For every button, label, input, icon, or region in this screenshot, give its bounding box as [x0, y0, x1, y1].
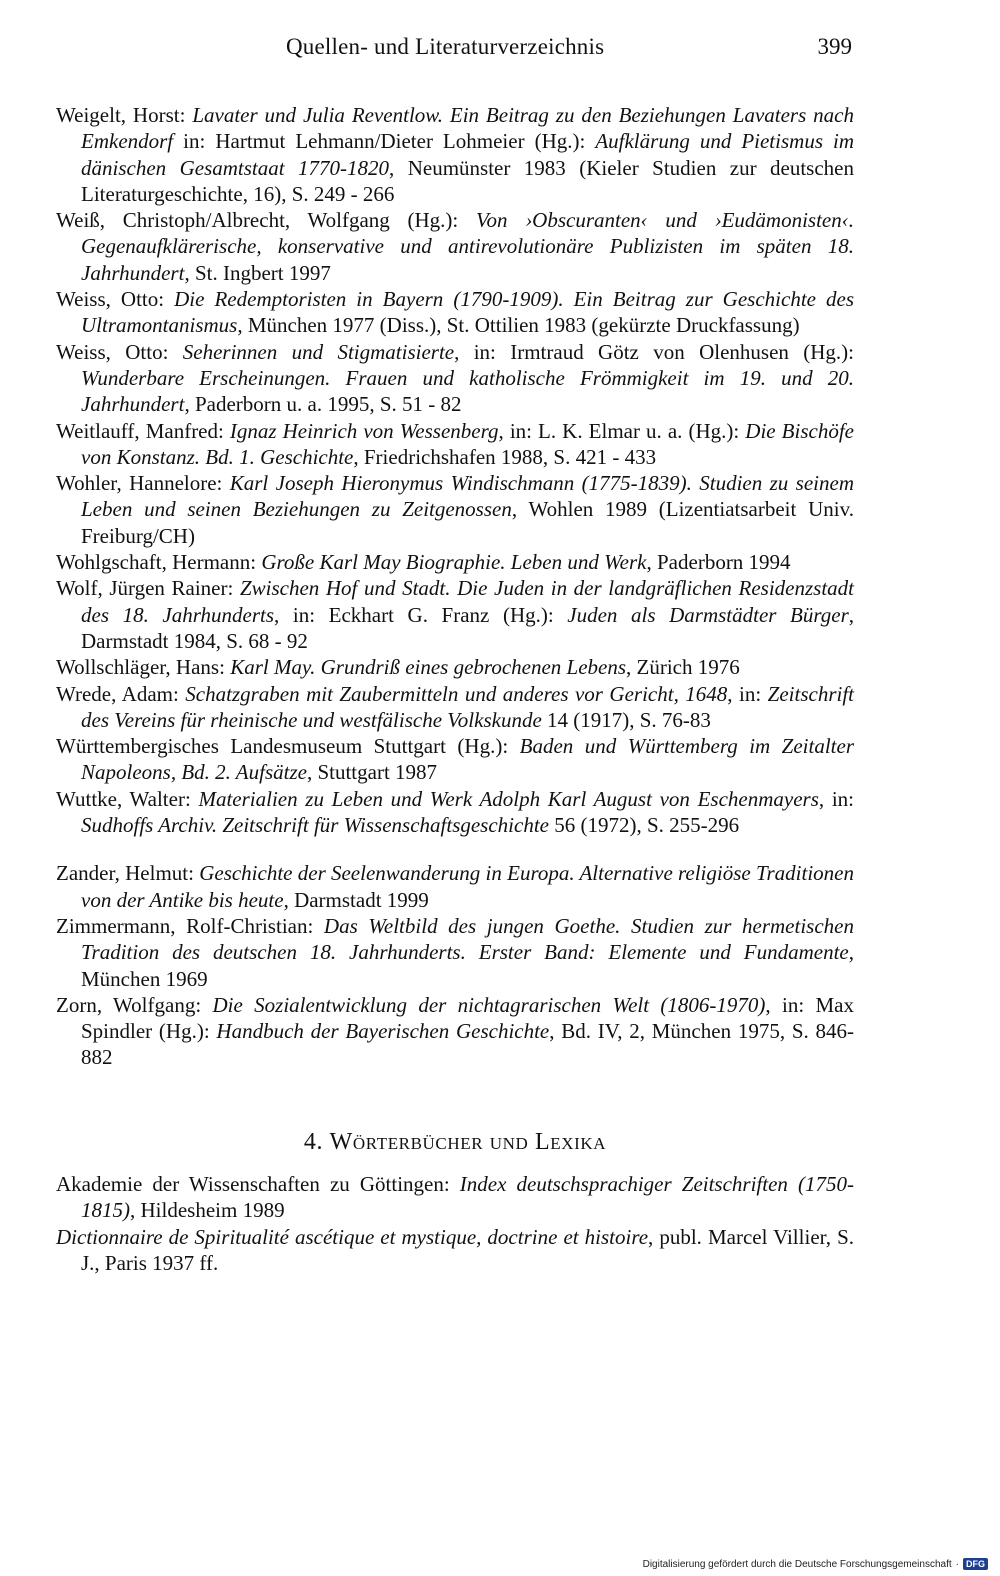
entry-title-italic: Wunderbare Erscheinungen. Frauen und katholische Frömmigkeit im 19. und 20. Jahrhundert	[81, 365, 854, 417]
footer-text: Digitalisierung gefördert durch die Deutsche Forschungsgemeinschaft	[642, 1558, 952, 1570]
digitization-footer	[643, 1558, 988, 1570]
entry-title-italic: Materialien zu Leben und Werk Adolph Karl August von Eschenmayers	[198, 786, 819, 811]
entry-title-italic: Geschichte der Seelenwanderung in Europa. Alternative religiöse Traditionen von der Antike bis heute	[81, 861, 854, 912]
entry-title-italic: Handbuch der Bayerischen Geschichte	[216, 1019, 550, 1044]
entry-title-italic: Baden und Württemberg im Zeitalter Napoleons, Bd. 2. Aufsätze	[81, 734, 854, 785]
bibliography-entry	[56, 575, 854, 654]
bibliography-entry	[56, 733, 854, 786]
entry-text: , publ. Marcel Villier, S. J., Paris 1937 ff.	[81, 1224, 855, 1275]
entry-text: , in: Max Spindler (Hg.):	[81, 992, 854, 1044]
bibliography-entry	[56, 418, 854, 471]
bibliography-entry	[56, 1171, 854, 1224]
entry-text: , Darmstadt 1984, S. 68 - 92	[81, 602, 855, 653]
bibliography-entry	[56, 207, 854, 286]
entry-title-italic: Von ›Obscuranten‹ und ›Eudämonisten‹. Gegenaufklärerische, konservative und antirevolutionäre Publizisten im späten 18. Jahrhundert	[81, 208, 854, 285]
bibliography-entry	[56, 286, 854, 339]
entry-text: Wollschläger, Hans:	[56, 655, 231, 680]
entry-title-italic: Ignaz Heinrich von Wessenberg	[229, 418, 499, 443]
entry-text: , in:	[727, 681, 768, 706]
entry-text: Weiss, Otto:	[56, 339, 183, 364]
entry-text: , in:	[818, 786, 854, 811]
bibliography-group-w	[56, 102, 854, 838]
entry-title-italic: Zeitschrift des Vereins für rheinische und westfälische Volkskunde	[81, 681, 854, 732]
entry-title-italic: Zwischen Hof und Stadt. Die Juden in der landgräflichen Residenzstadt des 18. Jahrhunderts	[81, 576, 855, 627]
section-heading	[56, 1129, 854, 1155]
bibliography-group-z	[56, 860, 854, 1070]
entry-text: Württembergisches Landesmuseum Stuttgart (Hg.):	[56, 734, 520, 759]
entry-title-italic: Lavater und Julia Reventlow. Ein Beitrag zu den Beziehungen Lavaters nach Emkendorf	[81, 103, 854, 154]
bibliography-entry	[56, 913, 854, 992]
bibliography-entry	[56, 992, 854, 1071]
bibliography-entry	[56, 549, 854, 575]
bibliography-entry	[56, 102, 854, 207]
entry-title-italic: Das Weltbild des jungen Goethe. Studien zur hermetischen Tradition des deutschen 18. Jahrhunderts. Erster Band: Elemente und Fundamente	[81, 913, 854, 965]
entry-text: , in: L. K. Elmar u. a. (Hg.):	[498, 418, 746, 443]
bibliography-group-lexika	[56, 1171, 854, 1276]
entry-text: , Wohlen 1989 (Lizentiatsarbeit Univ. Freiburg/CH)	[81, 497, 854, 548]
group-spacer	[56, 838, 854, 860]
entry-title-italic: Index deutschsprachiger Zeitschriften (1750-1815)	[81, 1171, 854, 1223]
entry-text: Weiss, Otto:	[56, 287, 175, 312]
entry-text: Weiß, Christoph/Albrecht, Wolfgang (Hg.):	[56, 208, 476, 233]
entry-text: Zorn, Wolfgang:	[56, 992, 213, 1017]
entry-title-italic: Sudhoffs Archiv. Zeitschrift für Wissenschaftsgeschichte	[81, 813, 549, 838]
entry-text: 14 (1917), S. 76-83	[541, 707, 711, 732]
entry-title-italic: Karl May. Grundriß eines gebrochenen Lebens	[230, 655, 627, 680]
entry-text: , Paderborn u. a. 1995, S. 51 - 82	[184, 392, 462, 417]
entry-text: , in: Eckhart G. Franz (Hg.):	[274, 602, 568, 627]
entry-title-italic: Seherinnen und Stigmatisierte	[182, 339, 455, 364]
entry-title-italic: Die Redemptoristen in Bayern (1790-1909). Ein Beitrag zur Geschichte des Ultramontanismus	[81, 287, 854, 338]
bibliography-entry	[56, 786, 854, 839]
entry-text: , in: Irmtraud Götz von Olenhusen (Hg.):	[454, 339, 854, 364]
entry-title-italic: Die Sozialentwicklung der nichtagrarischen Welt (1806-1970)	[212, 992, 766, 1017]
entry-text: Weitlauff, Manfred:	[56, 418, 230, 443]
entry-text: , München 1969	[81, 940, 854, 991]
entry-title-italic: Große Karl May Biographie. Leben und Werk	[261, 550, 647, 575]
entry-text: in: Hartmut Lehmann/Dieter Lohmeier (Hg.):	[173, 129, 596, 154]
running-title: Quellen- und Literaturverzeichnis	[286, 34, 605, 59]
bibliography-entry	[56, 860, 854, 913]
entry-text: , München 1977 (Diss.), St. Ottilien 1983 (gekürzte Druckfassung)	[237, 313, 800, 338]
section-title: Wörterbücher und Lexika	[329, 1128, 607, 1155]
dfg-logo-icon: DFG	[963, 1558, 988, 1570]
entry-title-italic: Die Bischöfe von Konstanz. Bd. 1. Geschichte	[81, 418, 854, 469]
entry-text: Wolf, Jürgen Rainer:	[56, 576, 240, 601]
entry-text: Akademie der Wissenschaften zu Göttingen:	[56, 1171, 460, 1196]
entry-text: , Hildesheim 1989	[130, 1198, 285, 1223]
entry-text: Zimmermann, Rolf-Christian:	[56, 913, 324, 938]
entry-text: Wohlgschaft, Hermann:	[56, 550, 262, 575]
entry-text: Weigelt, Horst:	[56, 103, 193, 127]
entry-text: Wrede, Adam:	[56, 681, 186, 706]
bibliography-entry	[56, 681, 854, 734]
entry-text: , Stuttgart 1987	[306, 760, 438, 785]
bibliography-entry	[56, 654, 854, 680]
entry-title-italic: Juden als Darmstädter Bürger	[567, 602, 849, 627]
entry-text: 56 (1972), S. 255-296	[549, 813, 740, 838]
bibliography-entry	[56, 339, 854, 418]
footer-separator: ·	[955, 1558, 959, 1570]
bibliography	[56, 102, 854, 1276]
entry-text: , Neumünster 1983 (Kieler Studien zur deutschen Literaturgeschichte, 16), S. 249 - 266	[81, 155, 854, 206]
page-header	[56, 34, 854, 68]
entry-text: , Friedrichshafen 1988, S. 421 - 433	[353, 444, 657, 469]
entry-text: Wuttke, Walter:	[56, 786, 199, 811]
bibliography-entry	[56, 470, 854, 549]
entry-text: , Bd. IV, 2, München 1975, S. 846-882	[81, 1019, 855, 1070]
entry-text: , Zürich 1976	[626, 655, 740, 680]
entry-title-italic: Karl Joseph Hieronymus Windischmann (1775-1839). Studien zu seinem Leben und seinen Beziehungen zu Zeitgenossen	[81, 471, 854, 522]
entry-text: , St. Ingbert 1997	[184, 260, 331, 285]
section-number: 4.	[303, 1128, 324, 1155]
entry-title-italic: Schatzgraben mit Zaubermitteln und anderes vor Gericht, 1648	[185, 681, 728, 706]
entry-title-italic: Aufklärung und Pietismus im dänischen Gesamtstaat 1770-1820	[81, 129, 854, 180]
page-number: 399	[817, 34, 852, 59]
entry-text: Wohler, Hannelore:	[56, 471, 230, 496]
entry-title-italic: Dictionnaire de Spiritualité ascétique et mystique, doctrine et histoire	[56, 1224, 649, 1249]
entry-text: Zander, Helmut:	[56, 861, 200, 886]
bibliography-entry	[56, 1224, 854, 1277]
entry-text: , Darmstadt 1999	[283, 887, 429, 912]
entry-text: , Paderborn 1994	[646, 550, 791, 575]
